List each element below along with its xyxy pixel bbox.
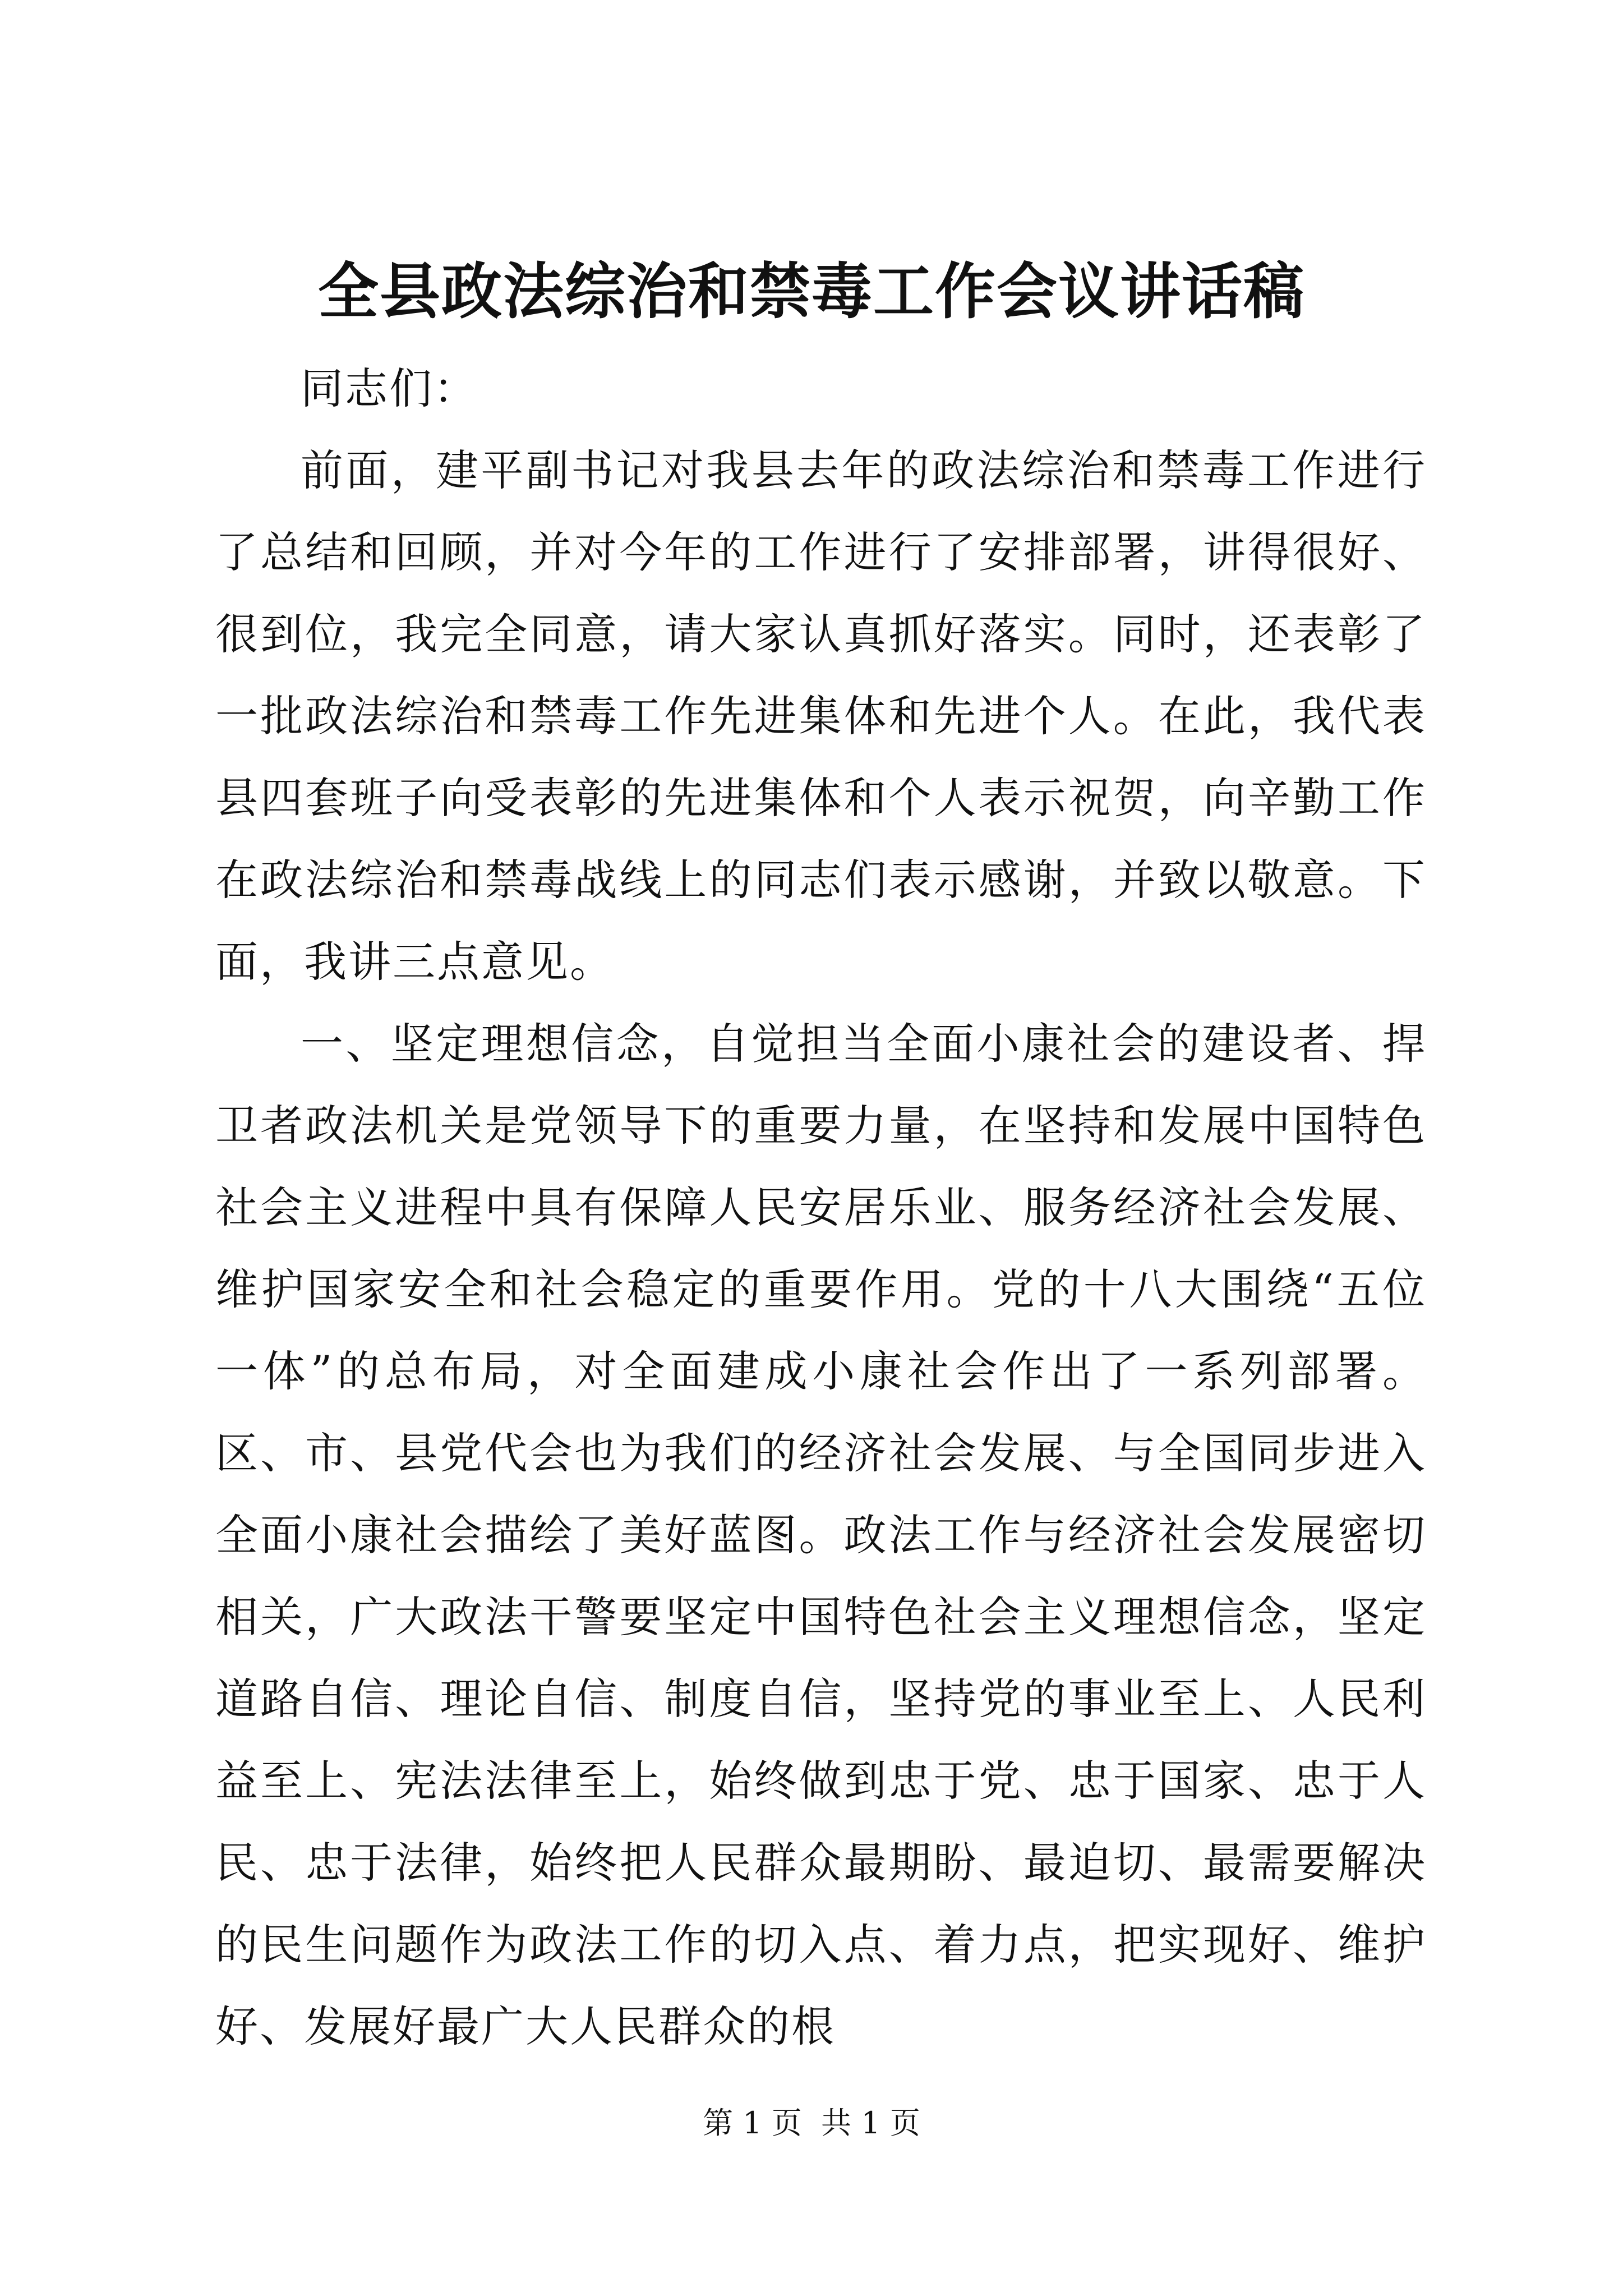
document-body xyxy=(215,348,1427,2068)
salutation-paragraph: 同志们： xyxy=(301,364,478,413)
opening-paragraph: 前面，建平副书记对我县去年的政法综治和禁毒工作进行了总结和回顾，并对今年的工作进行了安排部署，讲得很好、很到位，我完全同意，请大家认真抓好落实。同时，还表彰了一批政法综治和禁毒工作先进集体和先进个人。在此，我代表县四套班子向受表彰的先进集体和个人表示祝贺，向辛勤工作在政法综治和禁毒战线上的同志们表示感谢，并致以敬意。下面，我讲三点意见。 xyxy=(215,445,1427,987)
page-number: 第 1 页 共 1 页 xyxy=(703,2105,920,2141)
page-footer xyxy=(0,2101,1623,2146)
section-one-paragraph: 一、坚定理想信念，自觉担当全面小康社会的建设者、捍卫者政法机关是党领导下的重要力量，在坚持和发展中国特色社会主义进程中具有保障人民安居乐业、服务经济社会发展、维护国家安全和社会稳定的重要作用。党的十八大围绕“五位一体”的总布局，对全面建成小康社会作出了一系列部署。区、市、县党代会也为我们的经济社会发展、与全国同步进入全面小康社会描绘了美好蓝图。政法工作与经济社会发展密切相关，广大政法干警要坚定中国特色社会主义理想信念，坚定道路自信、理论自信、制度自信，坚持党的事业至上、人民利益至上、宪法法律至上，始终做到忠于党、忠于国家、忠于人民、忠于法律，始终把人民群众最期盼、最迫切、最需要解决的民生问题作为政法工作的切入点、着力点，把实现好、维护好、发展好最广大人民群众的根 xyxy=(215,1019,1427,2051)
document-title: 全县政法综治和禁毒工作会议讲话稿 xyxy=(317,256,1305,327)
